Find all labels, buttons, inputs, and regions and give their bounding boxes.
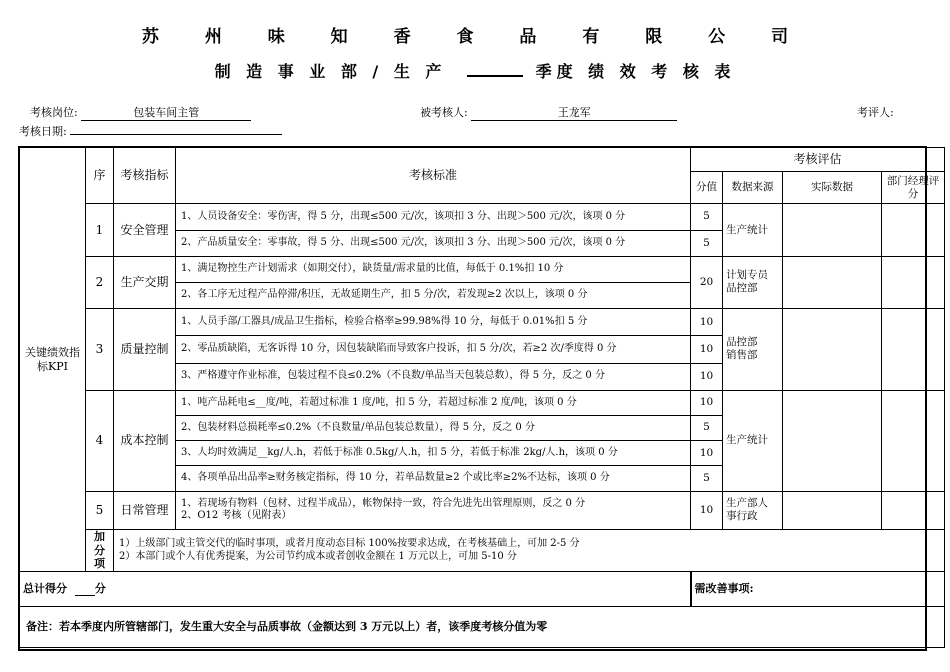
- criterion-text-group: [176, 491, 691, 529]
- criterion-score: 10: [691, 309, 723, 336]
- manager-score-cell[interactable]: [882, 491, 945, 529]
- assessor-label: 考评人:: [857, 106, 894, 119]
- col-header-standard: 考核标准: [176, 148, 691, 204]
- indicator-name: 质量控制: [114, 309, 176, 391]
- criterion-score: 10: [691, 363, 723, 390]
- assessee-field: [420, 104, 677, 121]
- position-field: [30, 104, 251, 121]
- total-score-blank[interactable]: [75, 582, 95, 597]
- criterion-text: 1、满足物控生产计划需求（如期交付），缺货量/需求量的比值，每低于 0.1%扣 10 分: [176, 256, 691, 282]
- quarter-blank[interactable]: [467, 61, 523, 77]
- form-title-part-b: 季度 绩 效 考 核 表: [535, 62, 736, 81]
- table-row: [20, 309, 945, 336]
- total-row: [20, 572, 945, 606]
- actual-data-cell[interactable]: [783, 309, 882, 391]
- criterion-score: 20: [691, 256, 723, 308]
- bonus-label: 加分项: [86, 529, 114, 572]
- data-source: [723, 309, 783, 391]
- bonus-item: 1）上级部门或主管交代的临时事项，或者月度动态目标 100%按要求达成，在考核基础上，可加 2-5 分: [119, 538, 580, 550]
- col-header-actual: 实际数据: [783, 172, 882, 204]
- assessee-label: 被考核人:: [420, 106, 468, 119]
- criterion-score: 10: [691, 390, 723, 415]
- assessor-field: [857, 104, 894, 120]
- data-source: [723, 491, 783, 529]
- col-header-seq: 序: [86, 148, 114, 204]
- position-value[interactable]: 包装车间主管: [81, 104, 251, 121]
- data-source-line: 生产部人事行政: [726, 497, 768, 523]
- actual-data-cell[interactable]: [783, 390, 882, 491]
- kpi-table: [19, 147, 945, 648]
- manager-score-cell[interactable]: [882, 309, 945, 391]
- bonus-row: [20, 529, 945, 572]
- table-row: [20, 256, 945, 282]
- data-source: 生产统计: [723, 390, 783, 491]
- criterion-text: 2、包装材料总损耗率≤0.2%（不良数量/单品包装总数量），得 5 分，反之 0 分: [176, 415, 691, 440]
- criterion-score: 10: [691, 491, 723, 529]
- criterion-text: 3、严格遵守作业标准，包装过程不良≤0.2%（不良数/单品当天包装总数），得 5 分，反之 0 分: [176, 363, 691, 390]
- indicator-seq: 3: [86, 309, 114, 391]
- assessee-value[interactable]: 王龙军: [471, 104, 677, 121]
- position-label: 考核岗位:: [30, 106, 78, 119]
- total-score-label: 总计得分: [23, 581, 67, 595]
- indicator-seq: 1: [86, 204, 114, 256]
- indicator-seq: 5: [86, 491, 114, 529]
- total-score-unit: 分: [94, 581, 106, 595]
- form-title-part-a: 制 造 事 业 部 / 生 产: [214, 62, 447, 81]
- date-field: [19, 122, 282, 139]
- improvement-label: 需改善事项:: [694, 582, 754, 596]
- indicator-name: 日常管理: [114, 491, 176, 529]
- date-label: 考核日期:: [19, 125, 67, 138]
- criterion-score: 5: [691, 466, 723, 491]
- criterion-text: 2、零品质缺陷，无客诉得 10 分，因包装缺陷而导致客户投诉，扣 5 分/次，若≥2 次/季度得 0 分: [176, 336, 691, 363]
- improvement-cell[interactable]: [691, 572, 945, 606]
- actual-data-cell[interactable]: [783, 256, 882, 308]
- col-header-score: 分值: [691, 172, 723, 204]
- company-name: 苏 州 味 知 香 食 品 有 限 公 司: [141, 27, 809, 47]
- criterion-text: 2、产品质量安全：零事故，得 5 分、出现≤500 元/次，该项扣 3 分、出现＞500 元/次，该项 0 分: [176, 230, 691, 256]
- criterion-text: 1、人员手部/工器具/成品卫生指标，检验合格率≥99.98%得 10 分，每低于 0.01%扣 5 分: [176, 309, 691, 336]
- data-source: [723, 256, 783, 308]
- data-source-line: 计划专员品控部: [726, 269, 768, 295]
- indicator-seq: 4: [86, 390, 114, 491]
- criterion-text: 3、人均时效满足__kg/人.h，若低于标准 0.5kg/人.h，扣 5 分，若低于标准 2kg/人.h，该项 0 分: [176, 441, 691, 466]
- note-row: [20, 606, 945, 647]
- total-score-cell[interactable]: [20, 572, 691, 606]
- actual-data-cell[interactable]: [783, 491, 882, 529]
- form-title: [0, 59, 950, 82]
- criterion-score: 10: [691, 441, 723, 466]
- kpi-group-label: 关键绩效指标KPI: [20, 148, 86, 572]
- actual-data-cell[interactable]: [783, 204, 882, 256]
- manager-score-cell[interactable]: [882, 390, 945, 491]
- manager-score-cell[interactable]: [882, 256, 945, 308]
- indicator-name: 成本控制: [114, 390, 176, 491]
- date-value[interactable]: [70, 122, 282, 135]
- table-row: [20, 390, 945, 415]
- indicator-seq: 2: [86, 256, 114, 308]
- table-row: [20, 204, 945, 230]
- criterion-text: 4、各项单品出品率≥财务核定指标，得 10 分，若单品数量≥2 个或比率≥2%不达标，该项 0 分: [176, 466, 691, 491]
- col-header-source: 数据来源: [723, 172, 783, 204]
- criterion-text: 2、O12 考核（见附表）: [181, 510, 292, 522]
- remark-text: 备注：若本季度内所管辖部门，发生重大安全与品质事故（金额达到 3 万元以上）者，该季度考核分值为零: [20, 606, 945, 647]
- data-source: 生产统计: [723, 204, 783, 256]
- criterion-score: 5: [691, 204, 723, 230]
- bonus-content: [114, 529, 945, 572]
- manager-score-cell[interactable]: [882, 204, 945, 256]
- col-header-indicator: 考核指标: [114, 148, 176, 204]
- bonus-item: 2）本部门或个人有优秀提案，为公司节约成本或者创收金额在 1 万元以上，可加 5-10 分: [119, 550, 517, 562]
- indicator-name: 生产交期: [114, 256, 176, 308]
- col-header-manager: 部门经理评分: [882, 172, 945, 204]
- criterion-text: 2、各工序无过程产品停滞/积压，无故延期生产，扣 5 分/次，若发现≥2 次以上，该项 0 分: [176, 282, 691, 308]
- table-row: [20, 491, 945, 529]
- indicator-name: 安全管理: [114, 204, 176, 256]
- col-header-evaluation: 考核评估: [691, 148, 945, 172]
- criterion-text: 1、吨产品耗电≤__度/吨，若超过标准 1 度/吨，扣 5 分，若超过标准 2 度/吨，该项 0 分: [176, 390, 691, 415]
- criterion-text: 1、人员设备安全：零伤害，得 5 分，出现≤500 元/次，该项扣 3 分、出现＞500 元/次，该项 0 分: [176, 204, 691, 230]
- criterion-text: 1、若现场有物料（包材、过程半成品），帐物保持一致，符合先进先出管理原则，反之 0 分: [181, 497, 586, 509]
- criterion-score: 10: [691, 336, 723, 363]
- criterion-score: 5: [691, 230, 723, 256]
- data-source-line: 品控部销售部: [726, 336, 758, 362]
- criterion-score: 5: [691, 415, 723, 440]
